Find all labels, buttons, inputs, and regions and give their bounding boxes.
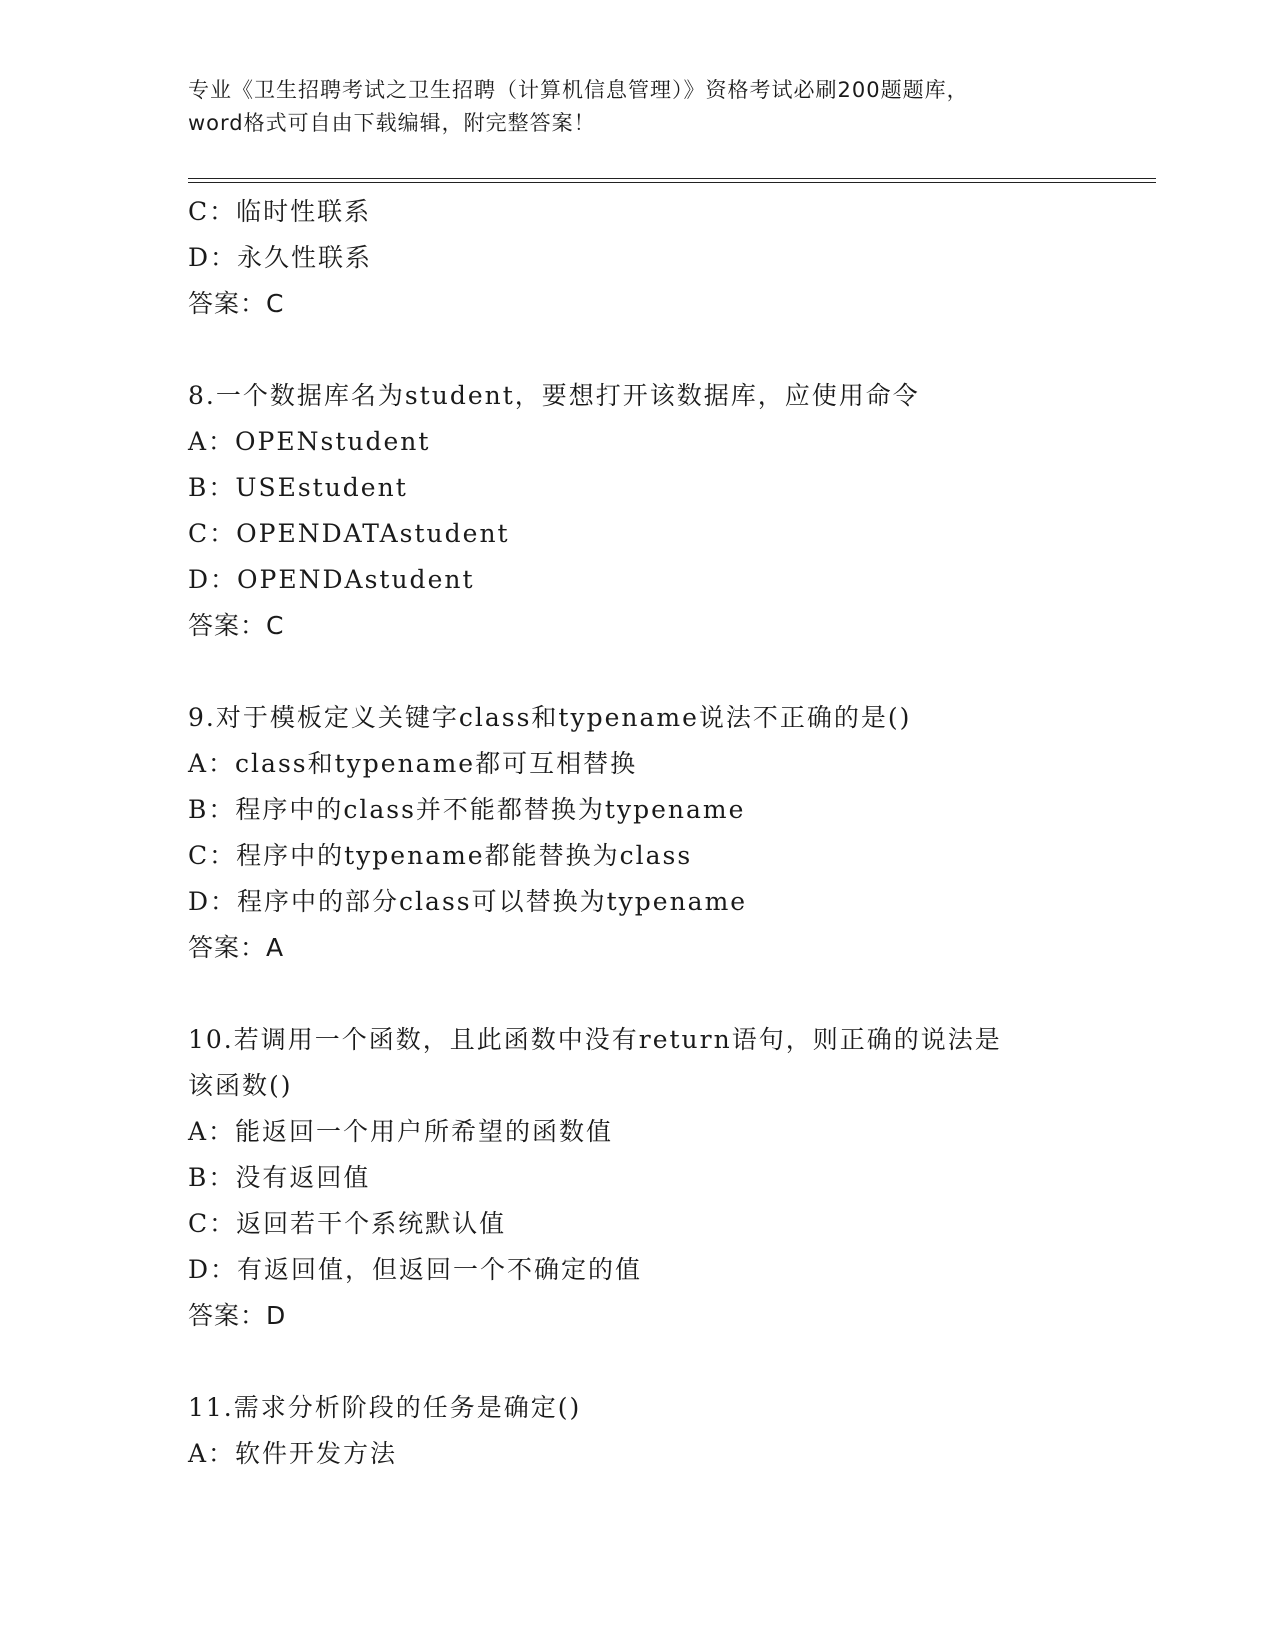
option-d: D：永久性联系 [188,243,373,272]
answer: 答案：D [188,1301,287,1330]
answer: 答案：A [188,933,285,962]
option-d: D：程序中的部分class可以替换为typename [188,887,748,916]
question-text: 11.需求分析阶段的任务是确定() [188,1393,582,1422]
spacer [188,1339,1088,1385]
question-text: 8.一个数据库名为student，要想打开该数据库，应使用命令 [188,381,920,410]
header-divider [188,178,1156,183]
document-header [188,74,1088,140]
question-text: 9.对于模板定义关键字class和typename说法不正确的是() [188,703,912,732]
option-c: C：程序中的typename都能替换为class [188,841,693,870]
header-title-line-2: word格式可自由下载编辑，附完整答案！ [188,111,596,135]
option-c: C：返回若干个系统默认值 [188,1209,507,1238]
header-title-line-1: 专业《卫生招聘考试之卫生招聘（计算机信息管理）》资格考试必刷200题题库， [188,78,969,102]
option-b: B：USEstudent [188,473,408,502]
question-10 [188,1017,1088,1339]
option-a: A：class和typename都可互相替换 [188,749,638,778]
option-a: A：软件开发方法 [188,1439,398,1468]
question-9 [188,695,1088,971]
spacer [188,327,1088,373]
option-c: C：临时性联系 [188,197,372,226]
question-8 [188,373,1088,649]
option-a: A：能返回一个用户所希望的函数值 [188,1117,614,1146]
question-7-tail [188,189,1088,327]
option-d: D：OPENDAstudent [188,565,475,594]
answer: 答案：C [188,289,285,318]
option-d: D：有返回值，但返回一个不确定的值 [188,1255,643,1284]
option-b: B：没有返回值 [188,1163,371,1192]
option-c: C：OPENDATAstudent [188,519,510,548]
option-a: A：OPENstudent [188,427,431,456]
question-list [188,189,1088,1477]
spacer [188,971,1088,1017]
question-text-line-2: 该函数() [188,1071,293,1100]
question-11 [188,1385,1088,1477]
option-b: B：程序中的class并不能都替换为typename [188,795,746,824]
answer: 答案：C [188,611,285,640]
question-text-line-1: 10.若调用一个函数，且此函数中没有return语句，则正确的说法是 [188,1025,1002,1054]
spacer [188,649,1088,695]
